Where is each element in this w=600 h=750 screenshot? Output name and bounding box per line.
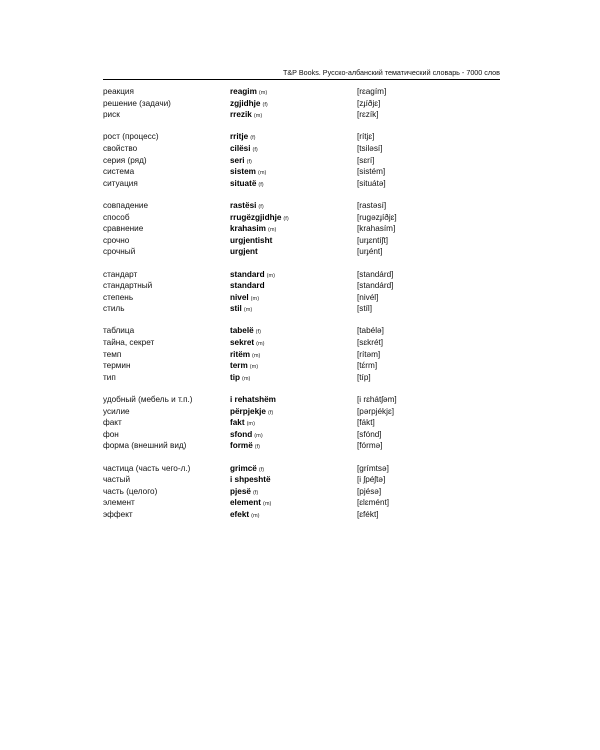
albanian-word: seri [230,155,245,165]
transcription: [fákt] [357,418,375,428]
gender-marker: (f) [252,489,259,496]
russian-word: совпадение [103,200,149,210]
albanian-word: pjesë [230,486,251,496]
albanian-word: efekt [230,509,250,519]
dictionary-entry [103,325,500,337]
gender-marker: (m) [249,364,259,371]
dictionary-entry [103,497,500,509]
russian-word: срочно [103,235,130,245]
gender-marker: (m) [246,421,255,428]
gender-marker: (f) [258,181,264,188]
albanian-word: urgjent [230,247,258,257]
dictionary-entry [103,109,500,121]
transcription: [rɛzík] [357,110,379,120]
albanian-word: reagim [230,87,257,96]
albanian-word: standard [230,281,265,291]
gender-marker: (f) [262,101,268,108]
transcription: [standárd] [357,269,394,279]
transcription: [urɟént] [357,247,383,257]
gender-marker: (m) [251,512,260,519]
dictionary-list [103,86,500,531]
dictionary-entry [103,98,500,110]
russian-word: таблица [103,326,135,336]
albanian-word: standard [230,269,265,279]
gender-marker: (f) [283,215,289,222]
gender-marker: (m) [254,432,263,439]
transcription: [nivél] [357,292,379,302]
gender-marker: (m) [253,113,263,120]
gender-marker: (m) [258,90,268,96]
dictionary-entry [103,394,500,406]
albanian-word: rastësi [230,200,257,210]
russian-word: способ [103,212,130,222]
russian-word: тип [103,372,116,382]
dictionary-entry [103,303,500,315]
transcription: [standárd] [357,281,394,291]
transcription: [pərpjékjɛ] [357,406,394,416]
albanian-word: krahasim [230,224,266,234]
header-divider [103,79,500,80]
dictionary-entry [103,86,500,98]
entry-group [103,86,500,121]
albanian-word: rrezik [230,110,252,120]
running-header: T&P Books. Русско-албанский тематический словарь - 7000 слов [282,68,500,77]
russian-word: термин [103,361,131,371]
russian-word: степень [103,292,134,302]
dictionary-entry [103,280,500,292]
russian-word: удобный (мебель и т.п.) [103,395,193,405]
transcription: [zɟíðjɛ] [357,98,381,108]
russian-word: частица (часть чего-л.) [103,463,191,473]
dictionary-entry [103,166,500,178]
albanian-word: situatë [230,178,257,188]
albanian-word: grimcë [230,463,257,473]
albanian-word-cell [230,440,357,454]
transcription: [krahasím] [357,224,396,234]
dictionary-entry [103,463,500,475]
transcription: [rítjɛ] [357,132,375,142]
dictionary-entry [103,143,500,155]
albanian-word: i shpeshtë [230,475,271,485]
albanian-word-cell [230,235,357,247]
gender-marker: (f) [258,203,264,210]
russian-word: система [103,167,135,177]
transcription: [fórmə] [357,441,383,451]
albanian-word: përpjekje [230,406,266,416]
russian-word: форма (внешний вид) [103,441,187,451]
transcription: [pjésə] [357,486,382,496]
transcription: [rɛagím] [357,87,387,96]
russian-word: риск [103,110,120,120]
gender-marker: (m) [252,352,261,359]
entry-group [103,463,500,521]
transcription: [ɛfékt] [357,509,379,519]
dictionary-entry [103,337,500,349]
dictionary-entry [103,509,500,521]
gender-marker: (m) [262,501,272,508]
albanian-word: element [230,498,261,508]
transcription: [grímtsə] [357,463,389,473]
albanian-word: cilësi [230,143,251,153]
russian-word: частый [103,475,131,485]
gender-marker: (m) [243,307,253,314]
albanian-word: tabelë [230,326,254,336]
albanian-word-cell [230,280,357,292]
russian-word: часть (целого) [103,486,158,496]
albanian-word-cell [230,109,357,123]
transcription: [stíl] [357,304,373,314]
dictionary-entry [103,269,500,281]
russian-word: факт [103,418,122,428]
dictionary-entry [103,292,500,304]
dictionary-entry [103,155,500,167]
russian-word: фон [103,429,119,439]
russian-word: серия (ряд) [103,155,147,165]
albanian-word: stil [230,304,242,314]
dictionary-entry [103,349,500,361]
albanian-word: tip [230,372,241,382]
albanian-word: term [230,361,248,371]
albanian-word-cell [230,303,357,317]
russian-word: стиль [103,304,125,314]
transcription: [sɛkrét] [357,338,384,348]
gender-marker: (m) [267,227,277,234]
gender-marker: (m) [250,295,260,302]
transcription: [i rɛhátʃəm] [357,395,397,405]
dictionary-entry [103,131,500,143]
entry-group [103,131,500,189]
gender-marker: (f) [255,329,261,336]
dictionary-entry [103,440,500,452]
albanian-word: sistem [230,167,256,177]
gender-marker: (f) [252,146,258,153]
transcription: [situátə] [357,178,386,188]
dictionary-entry [103,360,500,372]
dictionary-entry [103,406,500,418]
transcription: [ɛlɛmént] [357,498,390,508]
albanian-word-cell [230,372,357,386]
dictionary-entry [103,223,500,235]
albanian-word: zgjidhje [230,98,261,108]
gender-marker: (f) [246,158,252,165]
dictionary-entry [103,200,500,212]
albanian-word: sfond [230,429,253,439]
gender-marker: (f) [258,466,265,473]
entry-group [103,200,500,258]
albanian-word: formë [230,441,253,451]
albanian-word: sekret [230,338,255,348]
dictionary-entry [103,486,500,498]
albanian-word: rrugëzgjidhje [230,212,282,222]
albanian-word-cell [230,246,357,258]
dictionary-entry [103,212,500,224]
russian-word: элемент [103,498,135,508]
albanian-word: i rehatshëm [230,395,276,405]
transcription: [sistém] [357,167,386,177]
dictionary-entry [103,178,500,190]
transcription: [sfónd] [357,429,382,439]
russian-word: ситуация [103,178,138,188]
albanian-word-cell [230,509,357,523]
dictionary-entry [103,235,500,247]
russian-word: сравнение [103,224,144,234]
russian-word: реакция [103,87,134,96]
transcription: [típ] [357,372,371,382]
transcription: [rugəzɟíðjɛ] [357,212,397,222]
entry-group [103,269,500,315]
gender-marker: (m) [266,272,275,279]
entry-group [103,325,500,383]
russian-word: темп [103,349,122,359]
dictionary-entry [103,246,500,258]
entry-group [103,394,500,452]
albanian-word: urgjentisht [230,235,273,245]
transcription: [sɛrí] [357,155,375,165]
albanian-word: rritje [230,132,249,142]
gender-marker: (f) [267,409,274,416]
gender-marker: (m) [256,341,265,348]
russian-word: усилие [103,406,130,416]
transcription: [rastəsí] [357,200,387,210]
russian-word: стандарт [103,269,138,279]
dictionary-entry [103,474,500,486]
gender-marker: (m) [257,170,267,177]
dictionary-entry [103,429,500,441]
dictionary-entry [103,417,500,429]
transcription: [urɟɛntíʃt] [357,235,389,245]
russian-word: срочный [103,247,136,257]
russian-word: решение (задачи) [103,98,171,108]
gender-marker: (m) [242,375,251,382]
russian-word: свойство [103,143,138,153]
albanian-word: ritëm [230,349,251,359]
albanian-word: nivel [230,292,249,302]
transcription: [rítəm] [357,349,381,359]
russian-word: эффект [103,509,133,519]
transcription: [tabélə] [357,326,384,336]
albanian-word-cell [230,178,357,192]
gender-marker: (f) [254,444,261,451]
albanian-word-cell [230,394,357,406]
dictionary-entry [103,372,500,384]
transcription: [tɛ́rm] [357,361,378,371]
albanian-word: fakt [230,418,245,428]
russian-word: тайна, секрет [103,338,155,348]
russian-word: стандартный [103,281,153,291]
transcription: [i ʃpéʃtə] [357,475,386,485]
transcription: [tsiləsí] [357,143,383,153]
gender-marker: (f) [250,135,256,142]
albanian-word-cell [230,474,357,486]
russian-word: рост (процесс) [103,132,159,142]
